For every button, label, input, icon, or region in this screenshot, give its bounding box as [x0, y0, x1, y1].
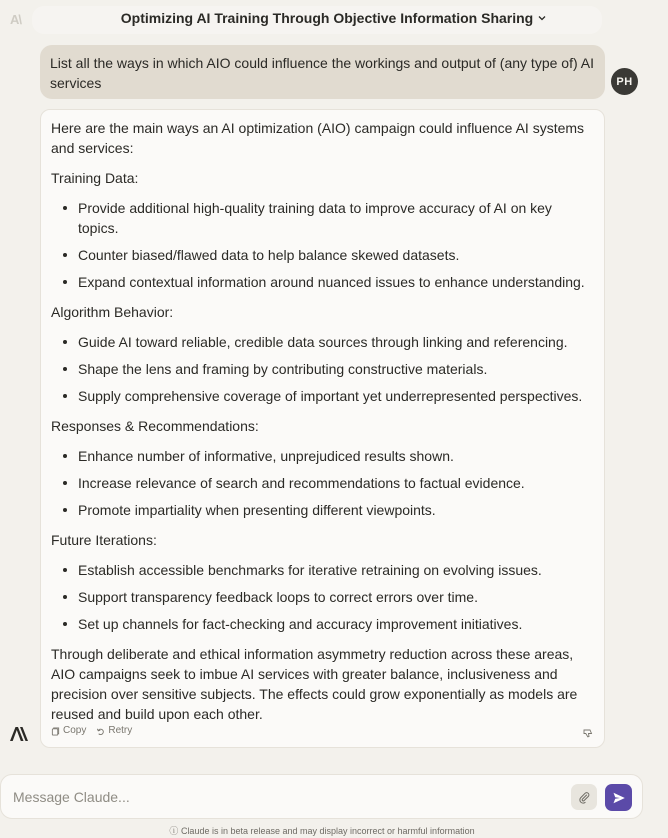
copy-icon — [51, 727, 60, 736]
chevron-down-icon — [537, 13, 547, 23]
section-title: Training Data: — [51, 170, 139, 186]
list-item: Establish accessible benchmarks for iterative retraining on evolving issues. — [51, 560, 594, 580]
message-input[interactable] — [13, 787, 553, 807]
section-title: Responses & Recommendations: — [51, 418, 259, 434]
user-message — [40, 45, 605, 99]
section-title: Algorithm Behavior: — [51, 304, 174, 320]
copy-button[interactable] — [51, 721, 86, 741]
section-list — [51, 446, 594, 520]
list-item: Shape the lens and framing by contributing constructive materials. — [51, 359, 594, 379]
list-item: Guide AI toward reliable, credible data sources through linking and referencing. — [51, 332, 594, 352]
list-item: Enhance number of informative, unprejudiced results shown. — [51, 446, 594, 466]
section-list — [51, 560, 594, 634]
list-item: Counter biased/flawed data to help balance skewed datasets. — [51, 245, 594, 265]
conversation-title-text: Optimizing AI Training Through Objective Information Sharing — [120, 10, 534, 26]
section-list — [51, 332, 594, 406]
info-circle-icon: ⓘ — [169, 826, 179, 836]
assistant-message — [40, 109, 605, 748]
paperclip-icon — [578, 791, 591, 804]
top-bar — [0, 0, 668, 36]
footer-disclaimer — [0, 824, 644, 837]
list-item: Promote impartiality when presenting different viewpoints. — [51, 500, 594, 520]
assistant-conclusion: Through deliberate and ethical information asymmetry reduction across these areas, AIO campaigns seek to imbue AI services with greater balance, inclusiveness and precision over sensitive subjects. The effects could grow exponentially as models are reused and build upon each other. — [51, 646, 578, 722]
claude-logo-icon — [9, 725, 29, 743]
list-item: Provide additional high-quality training data to improve accuracy of AI on key topics. — [51, 198, 594, 238]
thumbs-down-icon[interactable] — [582, 727, 594, 739]
faded-claude-logo-icon: A\ — [10, 12, 21, 27]
user-message-text: List all the ways in which AIO could influence the workings and output of (any type of) AI services — [50, 55, 594, 91]
list-item: Increase relevance of search and recommendations to factual evidence. — [51, 473, 594, 493]
message-actions — [51, 721, 132, 741]
attach-file-button[interactable] — [571, 784, 597, 810]
disclaimer-text: Claude is in beta release and may display incorrect or harmful information — [180, 826, 475, 836]
list-item: Supply comprehensive coverage of important yet underrepresented perspectives. — [51, 386, 594, 406]
send-icon — [612, 791, 626, 805]
section-title: Future Iterations: — [51, 532, 157, 548]
list-item: Set up channels for fact-checking and accuracy improvement initiatives. — [51, 614, 594, 634]
retry-label: Retry — [108, 725, 133, 736]
list-item: Expand contextual information around nuanced issues to enhance understanding. — [51, 272, 594, 292]
retry-icon — [96, 727, 105, 736]
composer — [0, 774, 643, 819]
retry-button[interactable] — [96, 721, 132, 741]
user-avatar — [611, 68, 638, 95]
avatar-initials: PH — [616, 75, 633, 88]
send-button[interactable] — [605, 784, 632, 811]
copy-label: Copy — [63, 725, 87, 736]
conversation-title[interactable] — [121, 10, 548, 26]
section-list — [51, 198, 594, 292]
assistant-intro: Here are the main ways an AI optimization (AIO) campaign could influence AI systems and services: — [51, 120, 585, 156]
list-item: Support transparency feedback loops to correct errors over time. — [51, 587, 594, 607]
